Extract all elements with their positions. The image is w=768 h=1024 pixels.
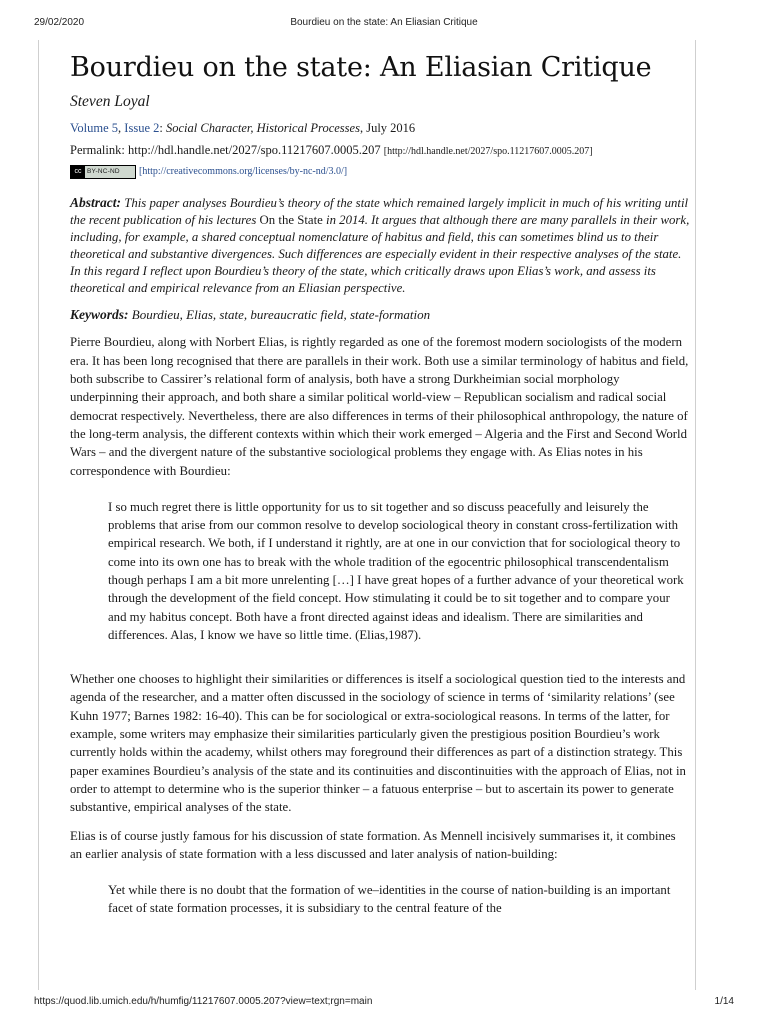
abstract-label: Abstract: xyxy=(70,195,122,210)
article-author: Steven Loyal xyxy=(70,93,150,110)
print-date: 29/02/2020 xyxy=(34,17,85,28)
cc-badge-label: BY-NC-ND xyxy=(87,168,120,175)
print-footer xyxy=(0,990,768,1024)
issue-title: Social Character, Historical Processes xyxy=(165,121,360,135)
issue-date: , July 2016 xyxy=(359,121,416,135)
permalink xyxy=(70,142,690,160)
permalink-text[interactable]: Permalink: http://hdl.handle.net/2027/spo.11217607.0005.207 xyxy=(70,143,384,157)
license-row xyxy=(70,165,690,179)
article-title: Bourdieu on the state: An Eliasian Critique xyxy=(70,52,652,83)
page-number: 1/14 xyxy=(714,996,734,1007)
paragraph-1: Pierre Bourdieu, along with Norbert Elias, is rightly regarded as one of the foremost modern sociologists of the modern era. It has been long recognised that there are parallels in their work. Both use a similar terminology of habitus and field, both subscribe to Cassirer’s relational form of analysis, both have a strong Durkheimian social morphology underpinning their approach, and both share a similar political world-view – Republican socialism and radical social democrat respectively. Nevertheless, there are also differences in terms of their philosophical anthropology, the nature of the long-term analysis, the different contexts within which their work emerged – Algeria and the First and Second World Wars – and the divergent nature of the substantive sociological problems they engage with. As Elias notes in his correspondence with Bourdieu: xyxy=(70,335,689,478)
issue-link[interactable]: Issue 2 xyxy=(124,121,160,135)
quote-elias: I so much regret there is little opportunity for us to sit together and so discuss peacefully and leisurely the problems that arise from our common resolve to develop sociological theory in constant cross-fertilization with empirical research. We both, if I understand it rightly, are at one in our conviction that for sociological theory to come into its own one has to break with the whole tradition of the egocentric philosophical transcendentalism though perhaps I am a bit more unrelenting […] I have great hopes of a further advance of your theoretical work through the development of the field concept. How stimulating it could be to sit together and to compare your and my habitus concept. Both have a front directed against ideas and idealism. There are similarities and differences. Alas, I know we have so little time. (Elias,1987). xyxy=(108,499,684,642)
quote-mennell: Yet while there is no doubt that the formation of we–identities in the course of nation-building is an important facet of state formation processes, it is subsidiary to the central feature of the xyxy=(108,883,671,916)
paragraph-2: Whether one chooses to highlight their similarities or differences is itself a sociological question tied to the interests and agenda of the researcher, and a matter often discussed in the sociology of science in terms of ‘similarity relations’ (see Kuhn 1977; Barnes 1982: 16-40). This can be for sociological or extra-sociological reasons. In terms of the latter, for example, some writers may emphasize their similarities particularly given the prestigious position Bourdieu’s work currently holds within the academy, whilst others may foreground their differences as part of a distinction strategy. This paper examines Bourdieu’s analysis of the state and its continuities and discontinuities with the approach of Elias, not in order to attempt to determine who is the superior thinker – a fatuous enterprise – but to ascertain its power to generate substantive, empirical analyses of the state. xyxy=(70,672,686,815)
keywords xyxy=(70,306,690,323)
abstract xyxy=(70,195,690,296)
cc-license-link[interactable]: [http://creativecommons.org/licenses/by-nc-nd/3.0/] xyxy=(139,166,348,177)
paragraph-3: Elias is of course justly famous for his discussion of state formation. As Mennell incisively summarises it, it combines an earlier analysis of state formation with a less discussed and later analysis of nation-building: xyxy=(70,828,676,861)
issue-info xyxy=(70,120,690,136)
abstract-text-2: in 2014. It argues that although there are many parallels in their work, including, for example, a shared conceptual nomenclature of habitus and field, this can sometimes blind us to their theoretical and substantive divergences. Such differences are especially evident in their respective analyses of the state. In this regard I reflect upon Bourdieu’s theory of the state, which critically draws upon Elias’s work, and assess its theoretical and empirical relevance from an Eliasian perspective. xyxy=(70,212,690,295)
keywords-label: Keywords: xyxy=(70,307,129,323)
permalink-bracket-url: [http://hdl.handle.net/2027/spo.11217607.0005.207] xyxy=(383,146,593,157)
issue-colon: : xyxy=(159,121,166,135)
article xyxy=(70,50,690,918)
cc-icon: cc xyxy=(71,166,85,178)
issue-separator: , xyxy=(118,121,125,135)
print-page-title: Bourdieu on the state: An Eliasian Critique xyxy=(290,17,478,28)
print-url: https://quod.lib.umich.edu/h/humfig/11217607.0005.207?view=text;rgn=main xyxy=(34,996,373,1007)
spacer xyxy=(70,644,690,660)
keywords-text: Bourdieu, Elias, state, bureaucratic field, state-formation xyxy=(128,307,431,323)
print-header xyxy=(0,0,768,40)
cc-license-badge[interactable] xyxy=(70,165,136,179)
abstract-text-1: This paper analyses Bourdieu’s theory of the state which remained largely implicit in much of his writing until the recent publication of his lectures xyxy=(70,196,689,227)
abstract-book-title: On the State xyxy=(259,212,323,227)
volume-link[interactable]: Volume 5 xyxy=(70,121,119,135)
